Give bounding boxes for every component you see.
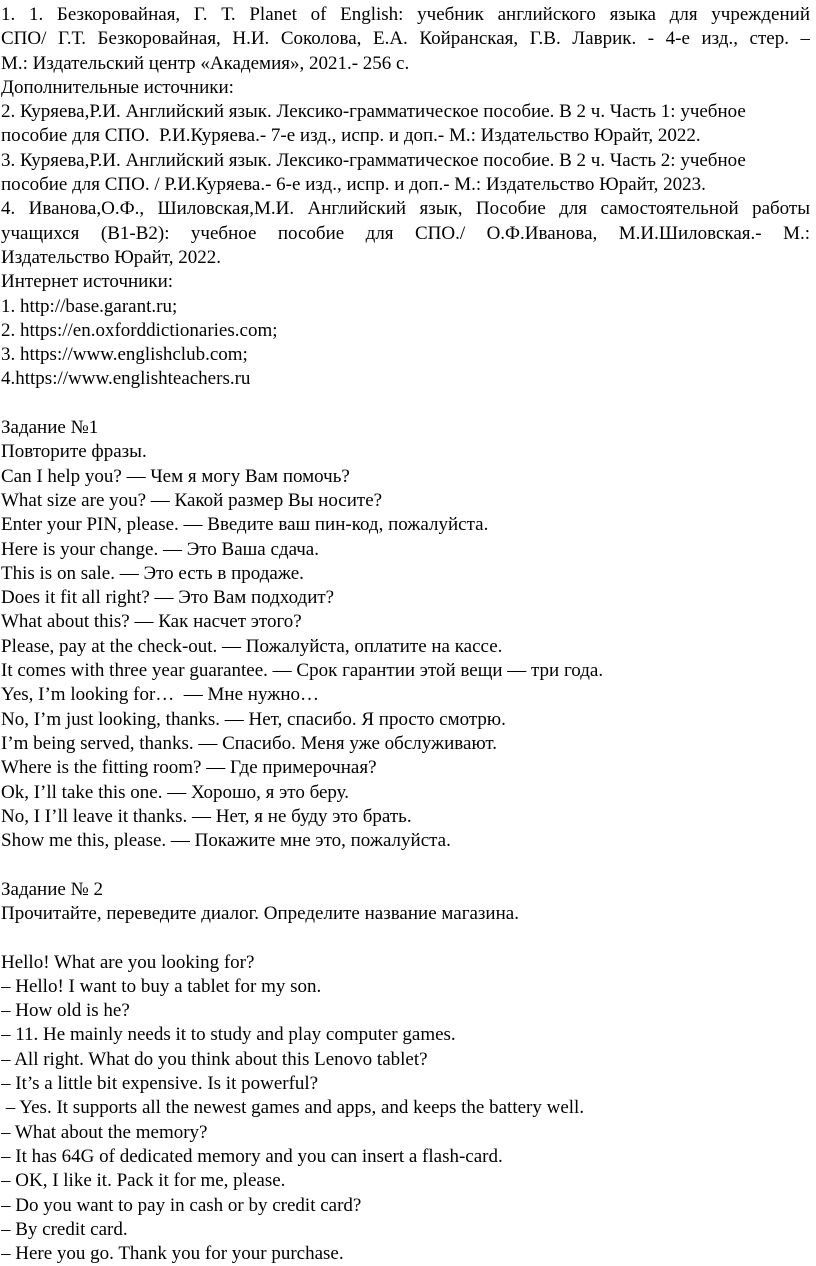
dialogue-line: – All right. What do you think about this Lenovo tablet? (1, 1048, 428, 1070)
blank-line (1, 392, 810, 416)
task2-dialogue (1, 951, 810, 1266)
phrase-line: Ok, I’ll take this one. — Хорошо, я это беру. (1, 781, 350, 803)
phrase-line: What about this? — Как насчет этого? (1, 611, 302, 633)
task1-title: Задание №1 (1, 417, 99, 439)
task1-instruction: Повторите фразы. (1, 441, 147, 463)
source-line: 3. Куряева,Р.И. Английский язык. Лексико-грамматическое пособие. В 2 ч. Часть 2: учебное (1, 149, 746, 171)
dialogue-line: – 11. He mainly needs it to study and play computer games. (1, 1024, 456, 1046)
internet-source-line: 1. http://base.garant.ru; (1, 295, 178, 317)
task1-phrase-list (1, 465, 810, 854)
phrase-line: No, I’m just looking, thanks. — Нет, спасибо. Я просто смотрю. (1, 708, 506, 730)
phrase-line: No, I I’ll leave it thanks. — Нет, я не буду это брать. (1, 805, 412, 827)
internet-source-line: 3. https://www.englishclub.com; (1, 344, 248, 366)
additional-sources (1, 100, 810, 270)
phrase-line: Please, pay at the check-out. — Пожалуйста, оплатите на кассе. (1, 635, 503, 657)
dialogue-line: – What about the memory? (1, 1121, 208, 1143)
phrase-line: It comes with three year guarantee. — Срок гарантии этой вещи — три года. (1, 660, 604, 682)
internet-sources (1, 295, 810, 392)
phrase-line: Enter your PIN, please. — Введите ваш пин-код, пожалуйста. (1, 514, 489, 536)
additional-sources-heading: Дополнительные источники: (1, 76, 234, 98)
dialogue-line: – How old is he? (1, 1000, 130, 1022)
dialogue-line: Hello! What are you looking for? (1, 951, 255, 973)
source-line: 1. 1. Безкоровайная, Г. Т. Planet of English: учебник английского языка для учреждений (1, 4, 810, 25)
source-line: М.: Издательский центр «Академия», 2021.- 256 с. (1, 52, 410, 74)
dialogue-line: – Hello! I want to buy a tablet for my son. (1, 975, 322, 997)
phrase-line: Does it fit all right? — Это Вам подходит? (1, 587, 335, 609)
source-line: учащихся (В1-В2): учебное пособие для СПО./ О.Ф.Иванова, М.И.Шиловская.- М.: (1, 222, 810, 244)
phrase-line: Can I help you? — Чем я могу Вам помочь? (1, 465, 350, 487)
phrase-line: I’m being served, thanks. — Спасибо. Меня уже обслуживают. (1, 732, 498, 754)
dialogue-line: – By credit card. (1, 1218, 128, 1240)
dialogue-line: – OK, I like it. Pack it for me, please. (1, 1170, 286, 1192)
phrase-line: What size are you? — Какой размер Вы носите? (1, 489, 383, 511)
source-line: 2. Куряева,Р.И. Английский язык. Лексико-грамматическое пособие. В 2 ч. Часть 1: учебное (1, 101, 746, 123)
dialogue-line: – Here you go. Thank you for your purchase. (1, 1243, 344, 1265)
source-line: Издательство Юрайт, 2022. (1, 246, 221, 268)
dialogue-line: – Yes. It supports all the newest games and apps, and keeps the battery well. (1, 1097, 585, 1119)
phrase-line: This is on sale. — Это есть в продаже. (1, 562, 304, 584)
dialogue-line: – Do you want to pay in cash or by credit card? (1, 1194, 362, 1216)
internet-source-line: 2. https://en.oxforddictionaries.com; (1, 319, 278, 341)
phrase-line: Yes, I’m looking for… — Мне нужно… (1, 684, 319, 706)
source-line: 4. Иванова,О.Ф., Шиловская,М.И. Английский язык, Пособие для самостоятельной работы (1, 198, 810, 220)
dialogue-line: – It has 64G of dedicated memory and you can insert a flash-card. (1, 1145, 503, 1167)
internet-sources-heading: Интернет источники: (1, 271, 174, 293)
blank-line (1, 926, 810, 950)
blank-line (1, 853, 810, 877)
main-sources (1, 3, 810, 76)
task2-title: Задание № 2 (1, 878, 103, 900)
phrase-line: Where is the fitting room? — Где примерочная? (1, 757, 377, 779)
phrase-line: Here is your change. — Это Ваша сдача. (1, 538, 319, 560)
internet-source-line: 4.https://www.englishteachers.ru (1, 368, 251, 390)
phrase-line: Show me this, please. — Покажите мне это, пожалуйста. (1, 830, 451, 852)
dialogue-line: – It’s a little bit expensive. Is it powerful? (1, 1073, 319, 1095)
task2-instruction: Прочитайте, переведите диалог. Определите название магазина. (1, 902, 519, 924)
source-line: пособие для СПО. / Р.И.Куряева.- 6-е изд., испр. и доп.- М.: Издательство Юрайт, 2023. (1, 174, 706, 196)
source-line: пособие для СПО. Р.И.Куряева.- 7-е изд., испр. и доп.- М.: Издательство Юрайт, 2022. (1, 125, 701, 147)
source-line: СПО/ Г.Т. Безкоровайная, Н.И. Соколова, Е.А. Койранская, Г.В. Лаврик. - 4-е изд., стер. – (1, 28, 810, 50)
